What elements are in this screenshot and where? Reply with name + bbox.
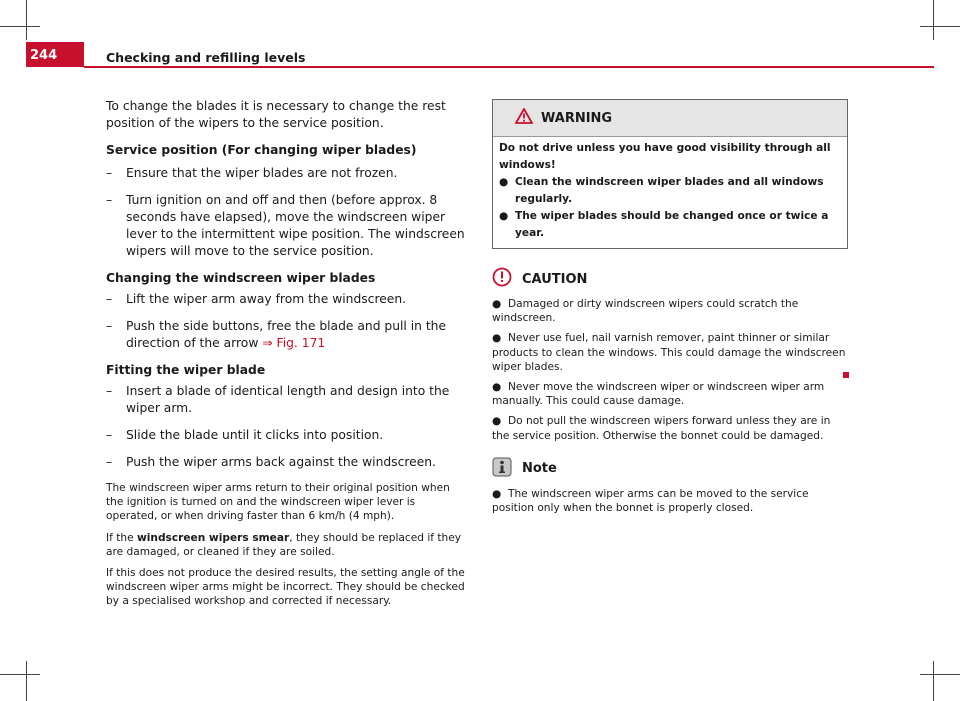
list-item: – Turn ignition on and off and then (before approx. 8 seconds have elapsed), move the windscreen wiper lever to the intermittent wipe position. The windscreen wipers will move to the service position. bbox=[106, 193, 465, 258]
crop-mark bbox=[0, 26, 40, 27]
list-item: – Push the side buttons, free the blade and pull in the direction of the arrow ⇒ Fig. 171 bbox=[106, 319, 447, 350]
left-column bbox=[106, 98, 466, 616]
service-heading: Service position (For changing wiper blades) bbox=[106, 143, 417, 157]
crop-mark bbox=[26, 661, 27, 701]
note-body bbox=[492, 487, 848, 515]
figure-link[interactable]: ⇒ Fig. 171 bbox=[262, 336, 326, 350]
header-rule bbox=[84, 66, 934, 68]
list-item: ● The wiper blades should be changed once or twice a year. bbox=[499, 210, 829, 239]
note-icon bbox=[492, 457, 512, 481]
warning-header bbox=[493, 100, 847, 137]
list-item: – Slide the blade until it clicks into position. bbox=[106, 428, 384, 442]
crop-mark bbox=[933, 661, 934, 701]
list-item: – Ensure that the wiper blades are not frozen. bbox=[106, 166, 398, 180]
warning-body bbox=[493, 137, 847, 248]
list-item: – Push the wiper arms back against the windscreen. bbox=[106, 455, 436, 469]
list-item: ● Clean the windscreen wiper blades and all windows regularly. bbox=[499, 176, 824, 205]
list-item: – Lift the wiper arm away from the windscreen. bbox=[106, 292, 407, 306]
note-label: Note bbox=[522, 461, 557, 477]
info-paragraph: If the windscreen wipers smear, they should be replaced if they are damaged, or cleaned if they are soiled. bbox=[106, 531, 462, 558]
crop-mark bbox=[0, 674, 40, 675]
warning-icon bbox=[515, 108, 533, 128]
list-item: ● Never move the windscreen wiper or windscreen wiper arm manually. This could cause damage. bbox=[492, 381, 825, 408]
fitting-heading: Fitting the wiper blade bbox=[106, 363, 266, 377]
note-header bbox=[492, 457, 848, 481]
list-item: ● Never use fuel, nail varnish remover, paint thinner or similar products to clean the windows. This could damage the windscreen wiper blades. bbox=[492, 332, 846, 373]
intro-paragraph: To change the blades it is necessary to change the rest position of the wipers to the service position. bbox=[106, 99, 446, 130]
page-title: Checking and refilling levels bbox=[106, 50, 306, 65]
changing-heading: Changing the windscreen wiper blades bbox=[106, 271, 376, 285]
crop-mark bbox=[920, 26, 960, 27]
list-item: ● Damaged or dirty windscreen wipers could scratch the windscreen. bbox=[492, 298, 799, 325]
warning-lead: Do not drive unless you have good visibility through all windows! bbox=[499, 142, 831, 171]
page-number: 244 bbox=[26, 42, 84, 67]
warning-label: WARNING bbox=[541, 110, 613, 126]
caution-header bbox=[492, 267, 848, 291]
caution-icon bbox=[492, 267, 512, 291]
caution-label: CAUTION bbox=[522, 271, 588, 287]
list-item: ● The windscreen wiper arms can be moved to the service position only when the bonnet is properly closed. bbox=[492, 487, 809, 515]
right-column bbox=[492, 99, 848, 521]
info-paragraph: If this does not produce the desired results, the setting angle of the windscreen wiper arms might be incorrect. They should be checked by a specialised workshop and corrected if necessary. bbox=[106, 567, 465, 608]
crop-mark bbox=[26, 0, 27, 40]
end-of-section-mark bbox=[843, 372, 849, 378]
list-item: – Insert a blade of identical length and design into the wiper arm. bbox=[106, 384, 450, 415]
crop-mark bbox=[933, 0, 934, 40]
warning-box bbox=[492, 99, 848, 249]
list-item: ● Do not pull the windscreen wipers forward unless they are in the service position. Otherwise the bonnet could be damaged. bbox=[492, 415, 831, 442]
info-paragraph: The windscreen wiper arms return to their original position when the ignition is turned on and the windscreen wiper lever is operated, or when driving faster than 6 km/h (4 mph). bbox=[106, 482, 450, 523]
caution-body bbox=[492, 297, 848, 443]
crop-mark bbox=[920, 674, 960, 675]
